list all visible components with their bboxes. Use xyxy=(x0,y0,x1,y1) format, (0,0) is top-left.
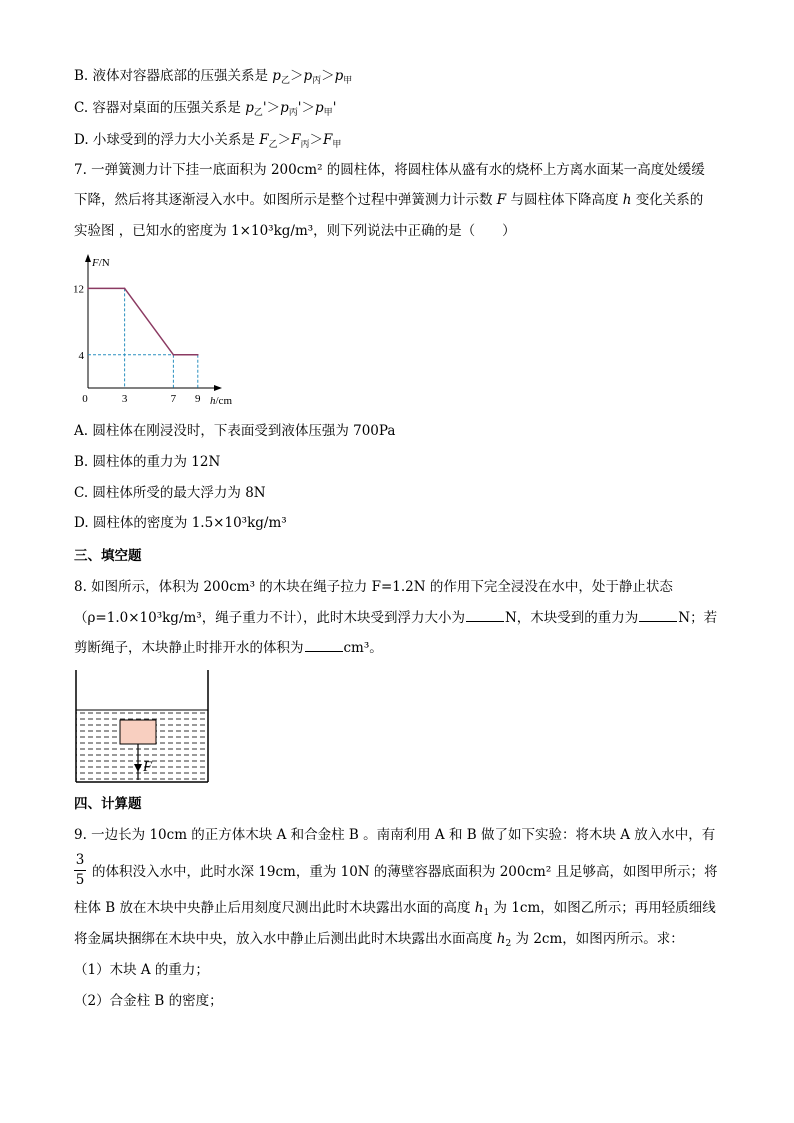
section-title-calculation: 四、计算题 xyxy=(74,796,142,812)
data-point-1 xyxy=(124,288,126,290)
answer-blank-3[interactable] xyxy=(305,639,343,652)
q7-stem-line1: 7. 一弹簧测力计下挂一底面积为 200cm² 的圆柱体，将圆柱体从盛有水的烧杯上方离水面某一高度处缓缓 xyxy=(74,162,705,178)
q8-stem-line3: 剪断绳子，木块静止时排开水的体积为 cm³。 xyxy=(74,640,383,656)
answer-blank-2[interactable] xyxy=(639,609,677,622)
force-label: F xyxy=(143,759,153,775)
x-axis-label: h/cm xyxy=(210,395,232,407)
q7-option-d: D. 圆柱体的密度为 1.5×10³kg/m³ xyxy=(74,515,287,531)
q9-stem-line4: 将金属块捆绑在木块中央，放入水中静止后测出此时木块露出水面高度 $h_2$ 为 2cm，如图丙所示。求： xyxy=(74,931,684,949)
data-point-2 xyxy=(173,354,175,356)
q7-stem-line2: 下降，然后将其逐渐浸入水中。如图所示是整个过程中弹簧测力计示数 F 与圆柱体下降高度 h 变化关系的 xyxy=(74,192,704,208)
q9-stem-line1: 9. 一边长为 10cm 的正方体木块 A 和合金柱 B 。南南利用 A 和 B 做了如下实验：将木块 A 放入水中，有 xyxy=(74,827,716,843)
x-axis-arrow-icon xyxy=(214,385,222,391)
q6-option-d: D. 小球受到的浮力大小关系是 $F_乙>F_丙>F_甲$ xyxy=(74,132,342,150)
fraction-denominator: 5 xyxy=(75,872,85,888)
answer-blank-1[interactable] xyxy=(466,609,504,622)
q7-option-b: B. 圆柱体的重力为 12N xyxy=(74,454,221,470)
y-axis-arrow-icon xyxy=(85,254,91,262)
q9-stem-line2: 的体积没入水中，此时水深 19cm，重为 10N 的薄壁容器底面积为 200cm² 且足够高，如图甲所示；将 xyxy=(92,864,718,880)
q8-stem-line2: （ρ=1.0×10³kg/m³，绳子重力不计），此时木块受到浮力大小为 N，木块受到的重力为 N；若 xyxy=(74,610,718,626)
q7-stem-line3: 实验图 ，已知水的密度为 1×10³kg/m³，则下列说法中正确的是（ ） xyxy=(74,223,516,239)
y-tick-label-12: 12 xyxy=(73,283,84,296)
fraction-bar xyxy=(74,870,86,871)
x-tick-label-9: 9 xyxy=(195,393,201,405)
x-tick-label-3: 3 xyxy=(121,393,128,405)
section-title-fill-in: 三、填空题 xyxy=(74,548,142,564)
y-tick-label-4: 4 xyxy=(78,349,84,362)
q9-sub-question-1: （1）木块 A 的重力； xyxy=(74,962,209,978)
q7-option-a: A. 圆柱体在刚浸没时，下表面受到液体压强为 700Pa xyxy=(74,423,396,439)
data-point-0 xyxy=(87,288,89,290)
q8-container-figure xyxy=(72,668,212,786)
x-tick-label-7: 7 xyxy=(170,393,177,405)
q9-stem-line3: 柱体 B 放在木块中央静止后用刻度尺测出此时木块露出水面的高度 $h_1$ 为 1cm，如图乙所示；再用轻质细线 xyxy=(74,900,716,918)
data-point-3 xyxy=(197,354,199,356)
data-series-line xyxy=(88,288,198,354)
q6-option-c: C. 容器对桌面的压强关系是 $p_乙'>p_丙'>p_甲'$ xyxy=(74,100,337,118)
q7-option-c: C. 圆柱体所受的最大浮力为 8N xyxy=(74,485,266,501)
q9-sub-question-2: （2）合金柱 B 的密度； xyxy=(74,993,223,1009)
q7-force-height-chart xyxy=(70,250,250,410)
wood-block xyxy=(120,720,156,744)
q8-stem-line1: 8. 如图所示，体积为 200cm³ 的木块在绳子拉力 F=1.2N 的作用下完全浸没在水中，处于静止状态 xyxy=(74,579,673,595)
fraction-numerator: 3 xyxy=(75,852,85,868)
q6-option-b: B. 液体对容器底部的压强关系是 $p_乙>p_丙>p_甲$ xyxy=(74,68,353,86)
y-axis-label: F/N xyxy=(92,257,110,269)
x-tick-label-0: 0 xyxy=(82,393,88,405)
